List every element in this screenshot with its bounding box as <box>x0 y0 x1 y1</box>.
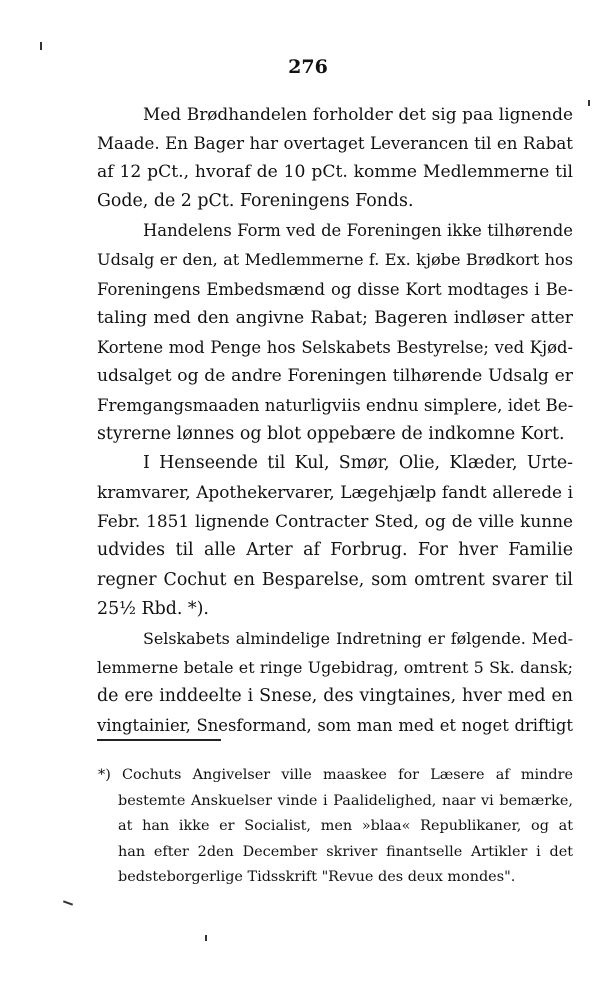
footnote-line: bedsteborgerlige Tidsskrift "Revue des deux mondes". <box>118 869 516 885</box>
body-line: de ere inddeelte i Snese, des vingtaines, hver med en <box>97 685 573 706</box>
body-line: Med Brødhandelen forholder det sig paa lignende <box>143 104 573 124</box>
body-line: regner Cochut en Besparelse, som omtrent svarer til <box>97 569 573 590</box>
body-line: Handelens Form ved de Foreningen ikke tilhørende <box>143 221 573 241</box>
footnote-rule <box>97 739 221 741</box>
body-line: Selskabets almindelige Indretning er følgende. Med- <box>143 628 573 648</box>
scan-speck <box>588 100 590 106</box>
footnote <box>98 763 573 891</box>
body-line: Udsalg er den, at Medlemmerne f. Ex. kjøbe Brødkort hos <box>97 250 573 270</box>
footnote-line: han efter 2den December skriver finantselle Artikler i det <box>118 843 573 860</box>
body-line: Kortene mod Penge hos Selskabets Bestyrelse; ved Kjød- <box>97 337 573 357</box>
body-line: udsalget og de andre Foreningen tilhørende Udsalg er <box>97 365 573 386</box>
body-line: Gode, de 2 pCt. Foreningens Fonds. <box>97 191 414 212</box>
footnote-line: bestemte Anskuelser vinde i Paalidelighed, naar vi bemærke, <box>118 792 573 809</box>
scan-speck <box>40 42 42 50</box>
body-line: 25½ Rbd. *). <box>97 598 209 619</box>
body-text <box>97 100 573 740</box>
body-line: udvides til alle Arter af Forbrug. For hver Familie <box>97 540 573 561</box>
scan-speck <box>63 900 73 905</box>
body-line: I Henseende til Kul, Smør, Olie, Klæder, Urte- <box>143 453 573 474</box>
body-line: styrerne lønnes og blot oppebære de indkomne Kort. <box>97 424 565 445</box>
body-line: vingtainier, Snesformand, som man med et noget driftigt <box>97 715 573 735</box>
scan-speck <box>205 935 207 941</box>
body-line: kramvarer, Apothekervarer, Lægehjælp fandt allerede i <box>97 482 573 503</box>
body-line: Foreningens Embedsmænd og disse Kort modtages i Be- <box>97 279 573 299</box>
page-number: 276 <box>288 56 328 78</box>
body-line: taling med den angivne Rabat; Bageren indløser atter <box>97 307 573 328</box>
body-line: Fremgangsmaaden naturligviis endnu simplere, idet Be- <box>97 395 573 415</box>
body-line: Febr. 1851 lignende Contracter Sted, og de ville kunne <box>97 511 573 532</box>
body-line: lemmerne betale et ringe Ugebidrag, omtrent 5 Sk. dansk; <box>97 657 573 677</box>
body-line: af 12 pCt., hvoraf de 10 pCt. komme Medlemmerne til <box>97 162 573 183</box>
footnote-line: at han ikke er Socialist, men »blaa« Republikaner, og at <box>118 818 573 834</box>
body-line: Maade. En Bager har overtaget Leverancen til en Rabat <box>97 134 573 154</box>
footnote-line: *) Cochuts Angivelser ville maaskee for Læsere af mindre <box>98 767 573 783</box>
